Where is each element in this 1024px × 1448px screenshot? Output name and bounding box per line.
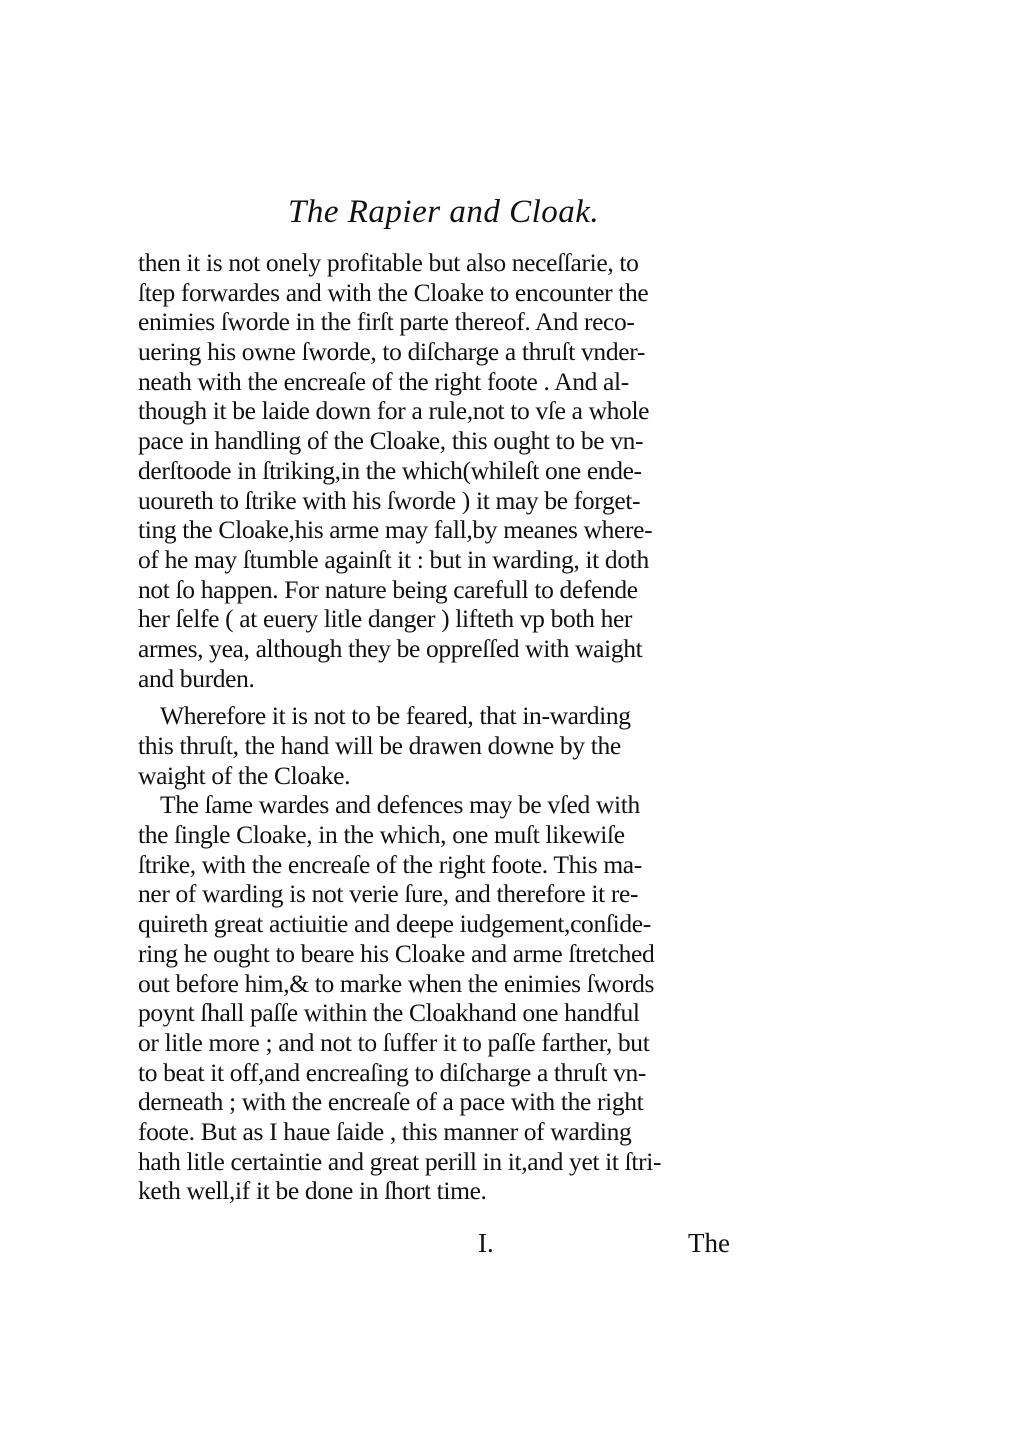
text-line: keth well,if it be done in ſhort time. <box>138 1176 487 1206</box>
text-line: enimies ſworde in the firſt parte thereof. And reco- <box>138 307 635 337</box>
text-line: out before him,& to marke when the enimies ſwords <box>138 968 655 998</box>
text-line: waight of the Cloake. <box>138 760 351 790</box>
text-line: ner of warding is not verie ſure, and therefore it re- <box>138 879 639 909</box>
text-line: neath with the encreaſe of the right foote . And al- <box>138 366 629 396</box>
text-line: of he may ſtumble againſt it : but in warding, it doth <box>138 544 649 574</box>
text-line: ring he ought to beare his Cloake and arme ſtretched <box>138 938 655 968</box>
text-line: quireth great actiuitie and deepe iudgement,conſide- <box>138 909 651 939</box>
text-line: poynt ſhall paſſe within the Cloakhand one handful <box>138 998 640 1028</box>
text-line: ſtep forwardes and with the Cloake to encounter the <box>138 277 649 307</box>
text-line: her ſelfe ( at euery litle danger ) lifteth vp both her <box>138 604 633 634</box>
text-line: or litle more ; and not to ſuffer it to paſſe farther, but <box>138 1027 650 1057</box>
text-line: foote. But as I haue ſaide , this manner of warding <box>138 1116 632 1146</box>
body-text <box>138 248 748 1206</box>
signature-mark: I. <box>478 1228 494 1258</box>
text-line: derſtoode in ſtriking,in the which(whileſt one ende- <box>138 455 642 485</box>
paragraph-3 <box>138 790 748 1206</box>
text-line: then it is not onely profitable but also neceſſarie, to <box>138 248 639 277</box>
text-line: not ſo happen. For nature being carefull to defende <box>138 574 638 604</box>
text-line: to beat it off,and encreaſing to diſcharge a thruſt vn- <box>138 1057 647 1087</box>
text-line: ting the Cloake,his arme may fall,by meanes where- <box>138 515 653 545</box>
text-line: and burden. <box>138 663 255 693</box>
text-line: pace in handling of the Cloake, this ought to be vn- <box>138 426 644 456</box>
text-line: this thruſt, the hand will be drawen downe by the <box>138 731 621 760</box>
text-line: uoureth to ſtrike with his ſworde ) it may be forget- <box>138 485 641 515</box>
text-line: the ſingle Cloake, in the which, one muſt likewiſe <box>138 820 625 850</box>
text-line: hath litle certaintie and great perill in it,and yet it ſtri- <box>138 1146 662 1176</box>
catchword: The <box>688 1228 730 1258</box>
text-line: uering his owne ſworde, to diſcharge a thruſt vnder- <box>138 337 645 367</box>
text-line: derneath ; with the encreaſe of a pace with the right <box>138 1087 644 1117</box>
page-footer <box>0 1228 1024 1268</box>
text-line: The ſame wardes and defences may be vſed with <box>160 790 640 820</box>
running-title: The Rapier and Cloak. <box>288 194 600 230</box>
text-line: though it be laide down for a rule,not to vſe a whole <box>138 396 650 426</box>
text-line: Wherefore it is not to be feared, that in-warding <box>160 701 631 731</box>
text-line: armes, yea, although they be oppreſſed with waight <box>138 633 643 663</box>
paragraph-1 <box>138 248 748 693</box>
paragraph-2 <box>138 701 748 790</box>
text-line: ſtrike, with the encreaſe of the right foote. This ma- <box>138 849 642 879</box>
